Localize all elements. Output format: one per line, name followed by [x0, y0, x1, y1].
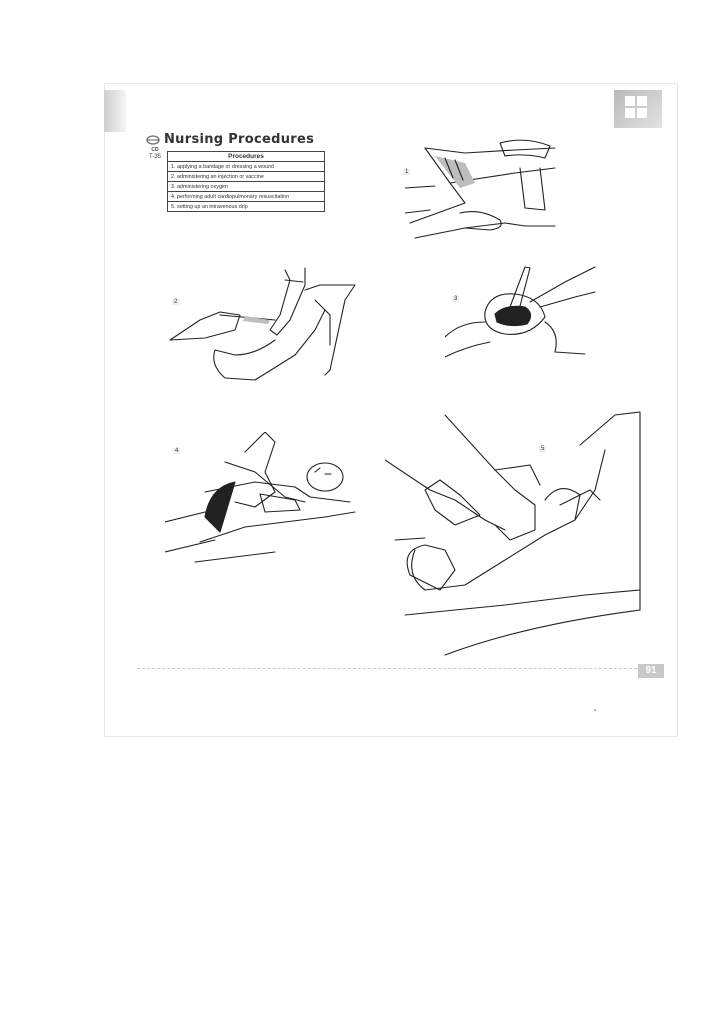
table-row [168, 172, 325, 182]
table-header: Procedures [168, 152, 325, 162]
page-number: 91 [638, 664, 664, 678]
table-cell: 4. performing adult cardiopulmonary resuscitation [168, 192, 325, 202]
table-cell: 2. administering an injection or vaccine [168, 172, 325, 182]
track-label [144, 147, 166, 161]
grid-icon [625, 96, 647, 118]
table-row [168, 162, 325, 172]
table-cell: 1. applying a bandage or dressing a wound [168, 162, 325, 172]
illustration-number: 5 [541, 446, 545, 452]
illustration-number: 1 [405, 169, 409, 175]
scan-edge-shadow [104, 90, 126, 132]
section-tab [614, 90, 662, 128]
cd-label: CD [151, 147, 159, 153]
illustration-number: 4 [175, 448, 179, 454]
footer-rule [137, 668, 637, 669]
scan-speck [594, 709, 596, 711]
track-code: T-35 [148, 154, 161, 160]
audio-disc-icon [146, 135, 160, 145]
table-cell: 5. setting up an intravenous drip [168, 202, 325, 212]
procedures-table [167, 151, 325, 212]
page-title: Nursing Procedures [164, 132, 315, 147]
title-row [146, 132, 314, 147]
table-row [168, 202, 325, 212]
illustration-number: 2 [174, 299, 178, 305]
table-row [168, 192, 325, 202]
bandaging-hand-illustration [405, 128, 565, 243]
illustration-number: 3 [454, 296, 458, 302]
table-row [168, 182, 325, 192]
table-cell: 3. administering oxygen [168, 182, 325, 192]
